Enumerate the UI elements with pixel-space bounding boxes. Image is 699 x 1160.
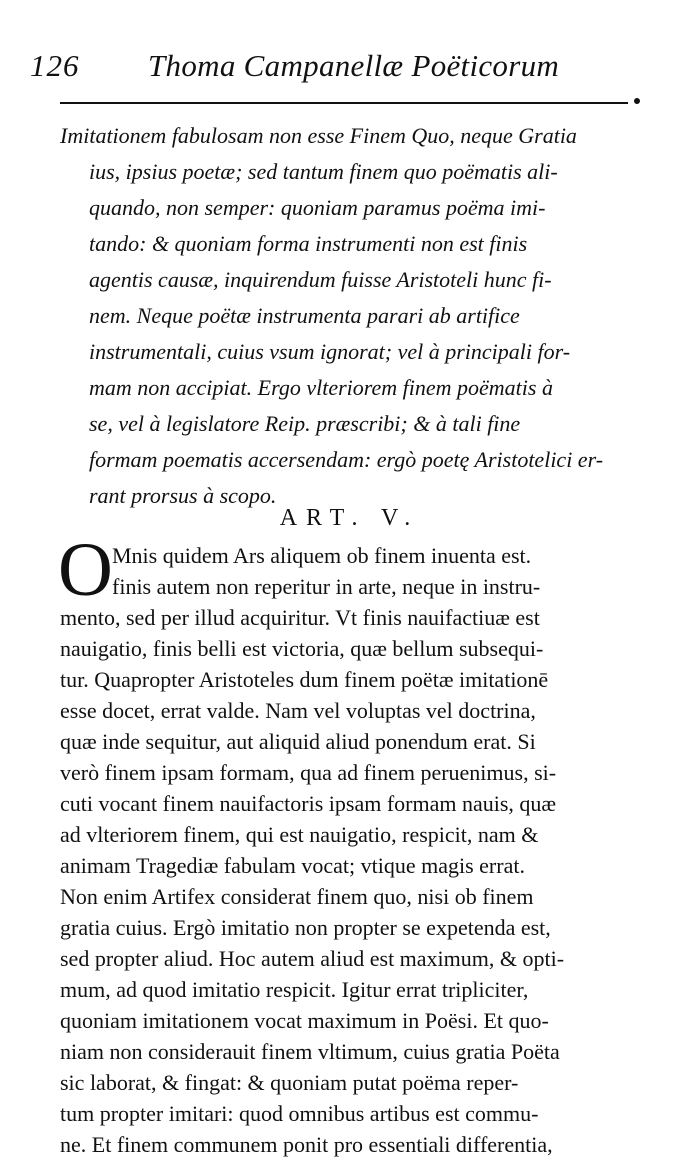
italic-line: tando: & quoniam forma instrumenti non est finis <box>89 231 528 256</box>
body-line: tum propter imitari: quod omnibus artibus est commu- <box>60 1101 539 1126</box>
body-line: nauigatio, finis belli est victoria, quæ bellum subsequi- <box>60 636 544 661</box>
italic-line: formam poematis accersendam: ergò poetę Aristotelici er- <box>89 447 604 472</box>
body-line: quæ inde sequitur, aut aliquid aliud ponendum erat. Si <box>60 729 536 754</box>
body-line: sic laborat, & fingat: & quoniam putat poëma reper- <box>60 1070 519 1095</box>
drop-cap: O <box>58 528 113 612</box>
article-heading: ART. V. <box>279 505 420 531</box>
italic-paragraph <box>60 118 660 514</box>
running-title: Thoma Campanellæ Poëticorum <box>148 48 560 83</box>
body-line: mento, sed per illud acquiritur. Vt finis nauifactiuæ est <box>60 605 540 630</box>
page-number: 126 <box>30 48 80 83</box>
body-line: cuti vocant finem nauifactoris ipsam formam nauis, quæ <box>60 791 557 816</box>
body-line: tur. Quapropter Aristoteles dum finem poëtæ imitationē <box>60 667 549 692</box>
body-paragraph <box>60 540 670 1160</box>
body-line: mum, ad quod imitatio respicit. Igitur errat tripliciter, <box>60 977 529 1002</box>
body-line: quoniam imitationem vocat maximum in Poësi. Et quo- <box>60 1008 549 1033</box>
italic-line: Imitationem fabulosam non esse Finem Quo, neque Gratia <box>60 123 577 148</box>
body-line: ad vlteriorem finem, qui est nauigatio, respicit, nam & <box>60 822 539 847</box>
italic-line: ius, ipsius poetæ; sed tantum finem quo poëmatis ali- <box>89 159 558 184</box>
body-line: ne. Et finem communem ponit pro essentiali differentia, <box>60 1132 553 1157</box>
body-line: Mnis quidem Ars aliquem ob finem inuenta est. <box>112 543 532 568</box>
body-line: Non enim Artifex considerat finem quo, nisi ob finem <box>60 884 534 909</box>
body-line: gratia cuius. Ergò imitatio non propter se expetenda est, <box>60 915 551 940</box>
body-line: niam non considerauit finem vltimum, cuius gratia Poëta <box>60 1039 560 1064</box>
body-line: esse docet, errat valde. Nam vel voluptas vel doctrina, <box>60 698 536 723</box>
italic-line: mam non accipiat. Ergo vlteriorem finem poëmatis à <box>89 375 553 400</box>
rule-dot <box>634 98 640 104</box>
italic-line: nem. Neque poëtæ instrumenta parari ab artifice <box>89 303 520 328</box>
italic-line: rant prorsus à scopo. <box>89 483 277 508</box>
italic-line: agentis causæ, inquirendum fuisse Aristoteli hunc fi- <box>89 267 552 292</box>
body-line: verò finem ipsam formam, qua ad finem peruenimus, si- <box>60 760 557 785</box>
italic-line: quando, non semper: quoniam paramus poëma imi- <box>89 195 546 220</box>
body-line: finis autem non reperitur in arte, neque in instru- <box>112 574 541 599</box>
italic-line: instrumentali, cuius vsum ignorat; vel à principali for- <box>89 339 571 364</box>
body-line: sed propter aliud. Hoc autem aliud est maximum, & opti- <box>60 946 565 971</box>
italic-line: se, vel à legislatore Reip. præscribi; & à tali fine <box>89 411 521 436</box>
body-line: animam Tragediæ fabulam vocat; vtique magis errat. <box>60 853 525 878</box>
header-rule <box>60 102 628 104</box>
running-head <box>30 44 659 90</box>
